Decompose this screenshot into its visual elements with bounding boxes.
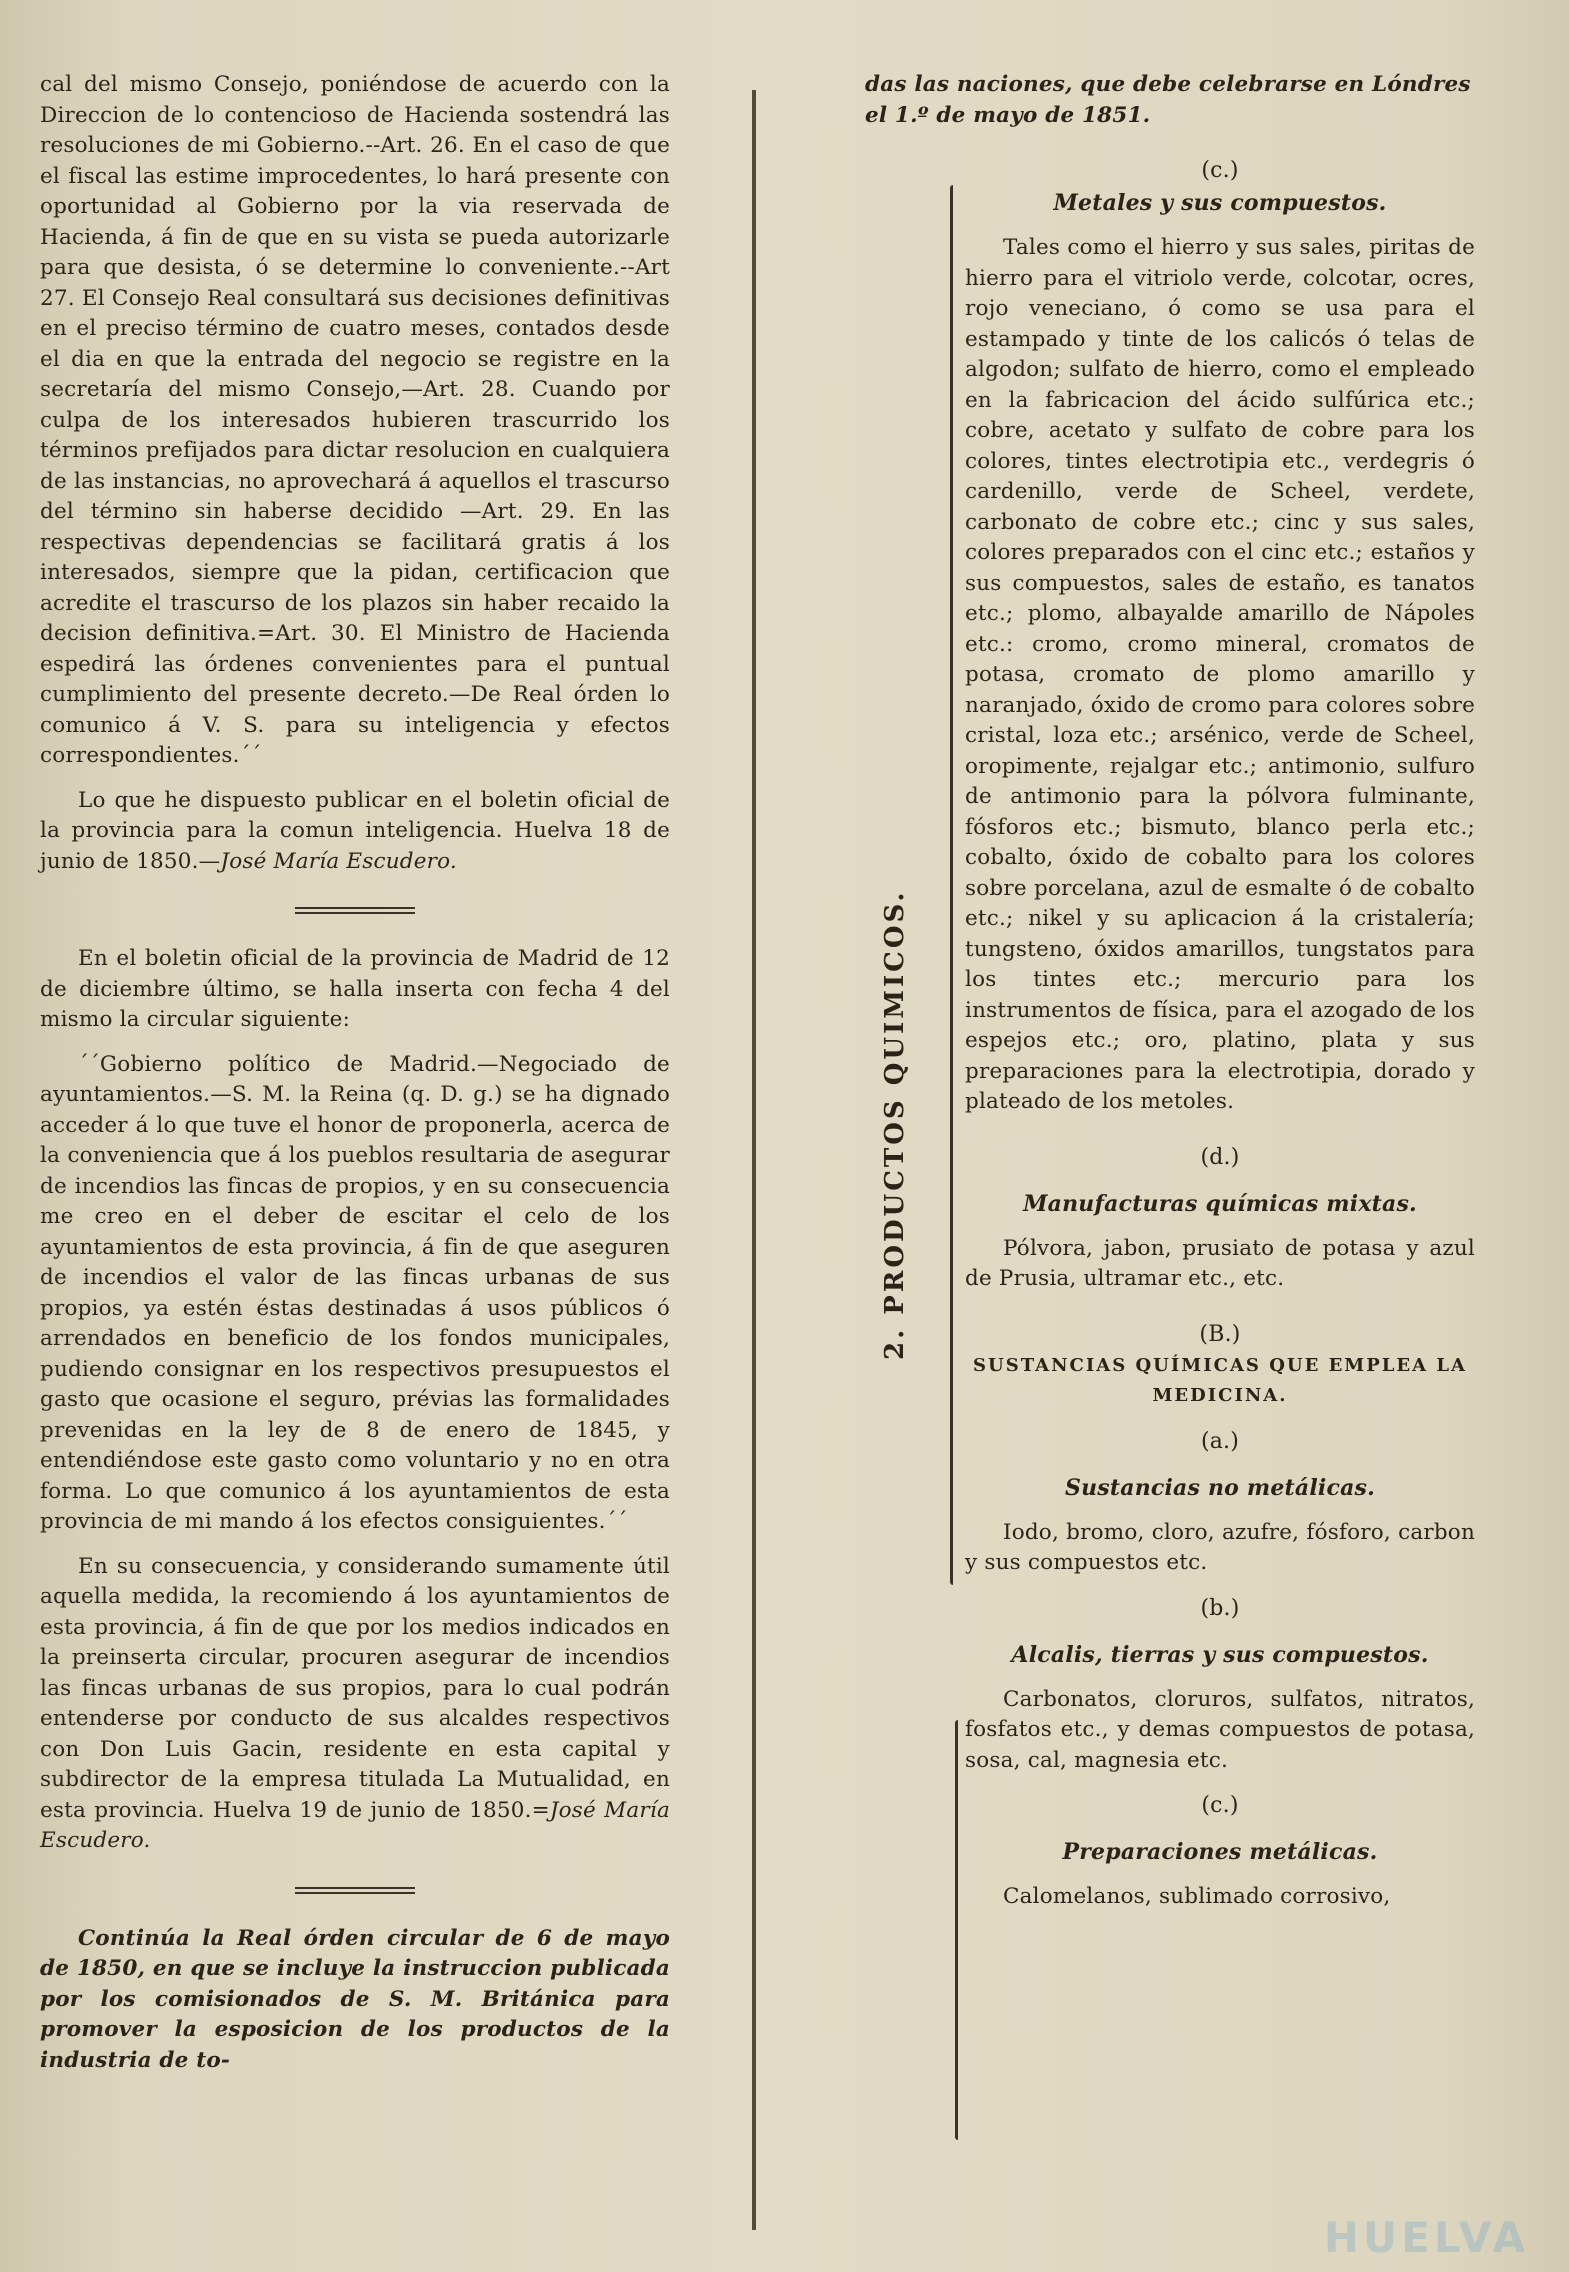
subsection-letter-c: (c.)	[1201, 158, 1239, 183]
chemicals-section	[965, 155, 1475, 1913]
subsection-title-alcalis: Alcalis, tierras y sus compuestos.	[1011, 1641, 1429, 1668]
subsection-title-medicina: SUSTANCIAS QUÍMICAS QUE EMPLEA LA MEDICINA.	[973, 1354, 1467, 1406]
recommendation-text: En su consecuencia, y considerando sumamente útil aquella medida, la recomiendo á los ayuntamientos de esta provincia, á fin de que por los medios indicados en la preinserta circular, procuren asegurar de incendios las fincas urbanas de sus propios, para lo cual podrán entenderse por conducto de sus alcaldes respectivos con Don Luis Gacin, residente en esta capital y subdirector de la empresa titulada La Mutualidad, en esta provincia. Huelva 19 de junio de 1850.=	[40, 1553, 670, 1823]
subsection-title-preparaciones: Preparaciones metálicas.	[1062, 1839, 1378, 1865]
recommendation-paragraph	[40, 1552, 670, 1857]
subsection-title-manufacturas: Manufacturas químicas mixtas.	[1023, 1190, 1417, 1217]
side-section-label: 2. PRODUCTOS QUIMICOS.	[880, 889, 910, 1360]
madrid-circular-paragraph: ´´Gobierno político de Madrid.—Negociado de ayuntamientos.—S. M. la Reina (q. D. g.) se ha dignado acceder á lo que tuve el honor de proponerla, acerca de la conveniencia que á los pueblos resultaria de asegurar de incendios las fincas de propios, y en su consecuencia me creo en el deber de escitar el celo de los ayuntamientos de esta provincia, á fin de que aseguren de incendios el valor de las fincas urbanas de sus propios, ya estén éstas destinadas á usos públicos ó arrendados en beneficio de los fondos municipales, pudiendo consignar en los respectivos presupuestos el gasto que ocasione el seguro, prévias las formalidades prevenidas en la ley de 8 de enero de 1845, y entendiéndose este gasto como voluntario y no en otra forma. Lo que comunico á los ayuntamientos de esta provincia de mi mando á los efectos consiguientes.´´	[40, 1051, 670, 1534]
alcalis-text: Carbonatos, cloruros, sulfatos, nitratos, fosfatos etc., y demas compuestos de potasa, sosa, cal, magnesia etc.	[965, 1686, 1475, 1773]
metales-text: Tales como el hierro y sus sales, piritas de hierro para el vitriolo verde, colcotar, ocres, rojo veneciano, ó como se usa para el estampado y tinte de los calicós ó telas de algodon; sulfato de hierro, como el empleado en la fabricacion del ácido sulfúrica etc.; cobre, acetato y sulfato de cobre para los colores, tintes electrotipia etc., verdegris ó cardenillo, verde de Scheel, verdete, carbonato de cobre etc.; cinc y sus sales, colores preparados con el cinc etc.; estaños y sus compuestos, sales de estaño, es tanatos etc.; plomo, albayalde amarillo de Nápoles etc.: cromo, cromo mineral, cromatos de potasa, cromato de plomo amarillo y naranjado, óxido de cromo para colores sobre cristal, loza etc.; arsénico, verde de Scheel, oropimente, rejalgar etc.; antimonio, sulfuro de antimonio para la pólvora fulminante, fósforos etc.; bismuto, blanco perla etc.; cobalto, óxido de cobalto para los colores sobre porcelana, azul de esmalte ó de cobalto etc.; nikel y su aplicacion á la cristalería; tungsteno, óxidos amarillos, tungstatos para los tintes etc.; mercurio para los instrumentos de física, para el azogado de los espejos etc.; oro, platino, plata y sus preparaciones para la electrotipia, dorado y plateado de los metoles.	[965, 235, 1475, 1114]
subsection-letter-B: (B.)	[1199, 1321, 1241, 1347]
publication-note-paragraph	[40, 786, 670, 878]
subsection-title-no-metalicas: Sustancias no metálicas.	[1065, 1474, 1375, 1501]
subsection-title-metales: Metales y sus compuestos.	[1053, 190, 1387, 216]
subsection-letter-b: (b.)	[1200, 1595, 1240, 1621]
subsection-letter-d: (d.)	[1200, 1144, 1240, 1170]
right-column	[865, 70, 1475, 1913]
no-metalicas-text: Iodo, bromo, cloro, azufre, fósforo, carbon y sus compuestos etc.	[965, 1519, 1475, 1575]
column-divider	[752, 90, 756, 2230]
subsection-letter-a: (a.)	[1200, 1428, 1240, 1454]
continuation-intro: das las naciones, que debe celebrarse en Lóndres el 1.º de mayo de 1851.	[865, 72, 1471, 128]
madrid-bulletin-intro: En el boletin oficial de la provincia de Madrid de 12 de diciembre último, se halla inserta con fecha 4 del mismo la circular siguiente:	[40, 946, 670, 1032]
real-orden-continuation: Continúa la Real órden circular de 6 de mayo de 1850, en que se incluye la instruccion publicada por los comisionados de S. M. Británica para promover la esposicion de los productos de la industria de to-	[40, 1925, 670, 2073]
subsection-letter-c2: (c.)	[1201, 1793, 1239, 1818]
section-separator-2	[295, 1887, 415, 1894]
publication-note-text: Lo que he dispuesto publicar en el boletin oficial de la provincia para la comun inteligencia. Huelva 18 de junio de 1850.—	[40, 787, 670, 874]
section-separator	[295, 907, 415, 914]
signature-escudero-1: José María Escudero.	[220, 848, 457, 874]
preparaciones-text: Calomelanos, sublimado corrosivo,	[1003, 1884, 1391, 1909]
left-column	[40, 70, 670, 2076]
signature-escudero-2: José María Escudero.	[40, 1797, 670, 1853]
decree-articles-paragraph: cal del mismo Consejo, poniéndose de acuerdo con la Direccion de lo contencioso de Hacienda sostendrá las resoluciones de mi Gobierno.--Art. 26. En el caso de que el fiscal las estime improcedentes, lo hará presente con oportunidad al Gobierno por la via reservada de Hacienda, á fin de que en su vista se pueda autorizarle para que desista, ó se determine lo conveniente.--Art 27. El Consejo Real consultará sus decisiones definitivas en el preciso término de cuatro meses, contados desde el dia en que la entrada del negocio se registre en la secretaría del mismo Consejo,—Art. 28. Cuando por culpa de los interesados hubieren trascurrido los términos prefijados para dictar resolucion en cualquiera de las instancias, no aprovechará á aquellos el trascurso del término sin haberse decidido —Art. 29. En las respectivas dependencias se facilitará gratis á los interesados, siempre que la pidan, certificacion que acredite el trascurso de los plazos sin haber recaido la decision definitiva.=Art. 30. El Ministro de Hacienda espedirá las órdenes convenientes para el puntual cumplimiento del presente decreto.—De Real órden lo comunico á V. S. para su inteligencia y efectos correspondientes.´´	[40, 72, 670, 768]
huelva-watermark: HUELVA	[1323, 2213, 1529, 2262]
manufacturas-text: Pólvora, jabon, prusiato de potasa y azul de Prusia, ultramar etc., etc.	[965, 1235, 1475, 1291]
